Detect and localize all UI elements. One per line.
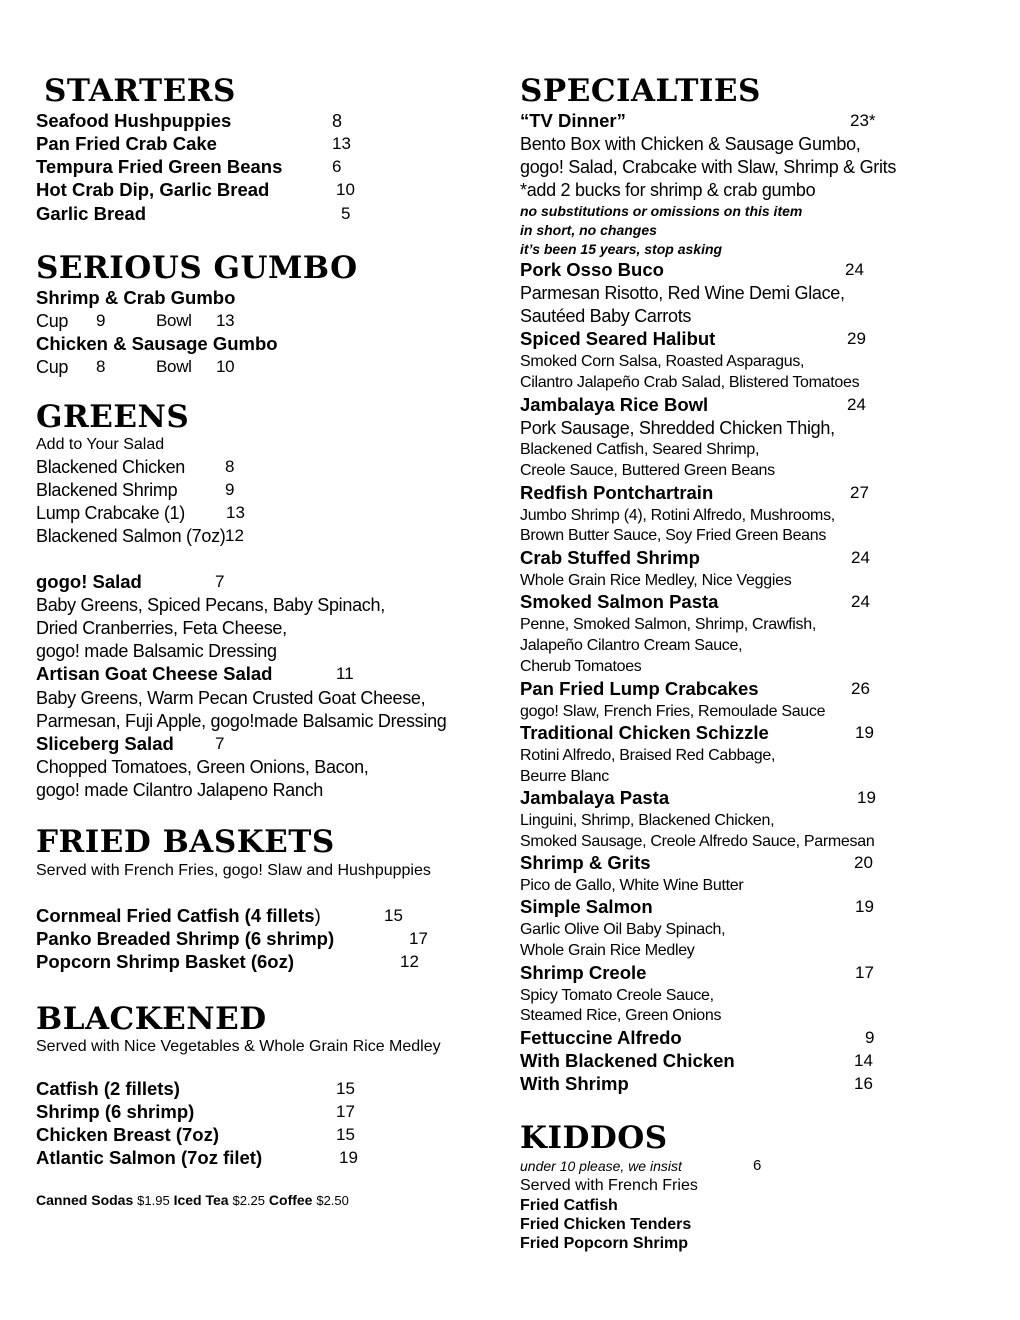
drinks-line <box>36 1189 349 1212</box>
specialty-price: 19 <box>855 723 874 742</box>
fried-item-name: Popcorn Shrimp Basket (6oz) <box>36 951 295 972</box>
fried-item <box>36 905 321 927</box>
coffee-price: $2.50 <box>316 1193 349 1208</box>
starter-price: 6 <box>332 157 342 176</box>
specialty-desc: Bento Box with Chicken & Sausage Gumbo, <box>520 134 861 154</box>
sodas-label: Canned Sodas <box>36 1192 134 1208</box>
kiddos-price: 6 <box>753 1157 762 1174</box>
fried-heading: FRIED BASKETS <box>36 824 335 860</box>
fried-price: 15 <box>384 906 403 925</box>
blackened-heading: BLACKENED <box>36 1001 267 1037</box>
alfredo-name: Fettuccine Alfredo <box>520 1027 682 1048</box>
salad-desc: Parmesan, Fuji Apple, gogo!made Balsamic Dressing <box>36 711 447 731</box>
salad-desc: Baby Greens, Warm Pecan Crusted Goat Cheese, <box>36 688 426 708</box>
specialty-desc: Whole Grain Rice Medley, Nice Veggies <box>520 572 792 589</box>
salad-desc: Chopped Tomatoes, Green Onions, Bacon, <box>36 757 369 777</box>
specialty-price: 24 <box>847 395 866 414</box>
specialty-desc: Brown Butter Sauce, Soy Fried Green Beans <box>520 527 827 544</box>
addon-name: Lump Crabcake (1) <box>36 503 185 523</box>
fried-item-name: Cornmeal Fried Catfish (4 fillets <box>36 905 315 926</box>
specialty-desc: Creole Sauce, Buttered Green Beans <box>520 462 775 479</box>
specialty-name: Jambalaya Rice Bowl <box>520 394 709 415</box>
gumbo-name: Chicken & Sausage Gumbo <box>36 333 278 354</box>
specialty-desc: Cilantro Jalapeño Crab Salad, Blistered Tomatoes <box>520 374 860 391</box>
starter-name: Tempura Fried Green Beans <box>36 156 283 177</box>
specialty-price: 29 <box>847 329 866 348</box>
specialty-price: 26 <box>851 679 870 698</box>
specialty-desc: *add 2 bucks for shrimp & crab gumbo <box>520 180 816 200</box>
coffee-label: Coffee <box>268 1192 313 1208</box>
specialty-desc: Spicy Tomato Creole Sauce, <box>520 987 714 1004</box>
specialty-desc: Pico de Gallo, White Wine Butter <box>520 877 744 894</box>
bowl-label: Bowl <box>156 311 192 330</box>
bowl-price: 10 <box>216 357 235 376</box>
specialty-desc: Whole Grain Rice Medley <box>520 942 695 959</box>
alfredo-name: With Blackened Chicken <box>520 1050 735 1071</box>
specialty-desc: Smoked Sausage, Creole Alfredo Sauce, Parmesan <box>520 833 875 850</box>
salad-price: 7 <box>215 572 225 591</box>
kiddos-item: Fried Popcorn Shrimp <box>520 1235 689 1252</box>
specialty-price: 24 <box>845 260 864 279</box>
blackened-item-name: Catfish (2 fillets) <box>36 1078 180 1099</box>
tv-note: no substitutions or omissions on this item <box>520 203 803 219</box>
specialty-price: 19 <box>855 897 874 916</box>
fried-price: 17 <box>409 929 428 948</box>
specialty-desc: Garlic Olive Oil Baby Spinach, <box>520 921 726 938</box>
cup-price: 9 <box>96 311 106 330</box>
fried-price: 12 <box>400 952 419 971</box>
specialty-desc: Steamed Rice, Green Onions <box>520 1007 722 1024</box>
specialty-desc: gogo! Slaw, French Fries, Remoulade Sauce <box>520 703 826 720</box>
specialty-name: Redfish Pontchartrain <box>520 482 714 503</box>
kiddos-heading: KIDDOS <box>520 1120 668 1156</box>
specialty-price: 23* <box>850 111 876 130</box>
blackened-price: 15 <box>336 1125 355 1144</box>
specialty-name: Crab Stuffed Shrimp <box>520 547 700 568</box>
specialty-name: Pan Fried Lump Crabcakes <box>520 678 759 699</box>
specialty-name: Simple Salmon <box>520 896 653 917</box>
tv-note: it’s been 15 years, stop asking <box>520 241 723 257</box>
specialty-price: 20 <box>854 853 873 872</box>
gumbo-name: Shrimp & Crab Gumbo <box>36 287 236 308</box>
bowl-label: Bowl <box>156 357 192 376</box>
tea-price: $2.25 <box>232 1193 266 1208</box>
specialty-desc: gogo! Salad, Crabcake with Slaw, Shrimp & Grits <box>520 157 897 177</box>
gumbo-heading: SERIOUS GUMBO <box>36 250 358 286</box>
kiddos-item: Fried Catfish <box>520 1197 618 1214</box>
cup-price: 8 <box>96 357 106 376</box>
specialty-price: 19 <box>857 788 876 807</box>
addon-name: Blackened Salmon (7oz) <box>36 526 226 546</box>
kiddos-item: Fried Chicken Tenders <box>520 1216 692 1233</box>
blackened-item-name: Atlantic Salmon (7oz filet) <box>36 1147 263 1168</box>
fried-note: Served with French Fries, gogo! Slaw and Hushpuppies <box>36 862 431 879</box>
starter-price: 13 <box>332 134 351 153</box>
fried-item-name: Panko Breaded Shrimp (6 shrimp) <box>36 928 335 949</box>
specialty-desc: Linguini, Shrimp, Blackened Chicken, <box>520 812 775 829</box>
starter-price: 5 <box>341 204 351 223</box>
starters-heading: STARTERS <box>44 73 236 109</box>
kiddos-served: Served with French Fries <box>520 1177 698 1194</box>
specialty-desc: Sautéed Baby Carrots <box>520 306 692 326</box>
alfredo-price: 16 <box>854 1074 873 1093</box>
cup-label: Cup <box>36 311 69 331</box>
specialty-desc: Rotini Alfredo, Braised Red Cabbage, <box>520 747 776 764</box>
specialty-name: Spiced Seared Halibut <box>520 328 716 349</box>
kiddos-note: under 10 please, we insist <box>520 1158 682 1174</box>
specialty-name: Shrimp Creole <box>520 962 647 983</box>
starter-name: Hot Crab Dip, Garlic Bread <box>36 179 270 200</box>
addons-heading: Add to Your Salad <box>36 436 165 453</box>
blackened-price: 19 <box>339 1148 358 1167</box>
blackened-price: 15 <box>336 1079 355 1098</box>
addon-price: 9 <box>225 480 235 499</box>
salad-name: Artisan Goat Cheese Salad <box>36 663 273 684</box>
starter-price: 8 <box>332 111 343 131</box>
salad-name: Sliceberg Salad <box>36 733 174 754</box>
salad-desc: gogo! made Cilantro Jalapeno Ranch <box>36 780 323 800</box>
alfredo-price: 9 <box>865 1028 875 1047</box>
specialty-price: 24 <box>851 592 870 611</box>
blackened-item-name: Shrimp (6 shrimp) <box>36 1101 195 1122</box>
specialty-desc: Cherub Tomatoes <box>520 658 642 675</box>
salad-price: 7 <box>215 734 225 753</box>
specialty-name: “TV Dinner” <box>520 110 626 131</box>
specialty-desc: Blackened Catfish, Seared Shrimp, <box>520 441 760 458</box>
specialty-price: 27 <box>850 483 869 502</box>
fried-item-tail: ) <box>314 905 321 926</box>
tea-label: Iced Tea <box>173 1192 229 1208</box>
specialty-desc: Parmesan Risotto, Red Wine Demi Glace, <box>520 283 845 303</box>
addon-name: Blackened Shrimp <box>36 480 178 500</box>
salad-price: 11 <box>336 664 354 683</box>
specialty-name: Smoked Salmon Pasta <box>520 591 719 612</box>
salad-desc: gogo! made Balsamic Dressing <box>36 641 277 661</box>
addon-name: Blackened Chicken <box>36 457 185 477</box>
salad-desc: Baby Greens, Spiced Pecans, Baby Spinach, <box>36 595 385 615</box>
sodas-price: $1.95 <box>137 1193 170 1208</box>
specialty-price: 24 <box>851 548 870 567</box>
blackened-price: 17 <box>336 1102 355 1121</box>
starter-name: Seafood Hushpuppies <box>36 110 232 131</box>
specialty-desc: Penne, Smoked Salmon, Shrimp, Crawfish, <box>520 616 816 633</box>
alfredo-name: With Shrimp <box>520 1073 629 1094</box>
specialty-desc: Jalapeño Cilantro Cream Sauce, <box>520 637 743 654</box>
bowl-price: 13 <box>216 311 235 330</box>
starter-name: Pan Fried Crab Cake <box>36 133 217 154</box>
specialty-name: Shrimp & Grits <box>520 852 651 873</box>
specialty-desc: Smoked Corn Salsa, Roasted Asparagus, <box>520 353 805 370</box>
specialties-heading: SPECIALTIES <box>520 73 761 109</box>
greens-heading: GREENS <box>36 399 190 435</box>
specialty-name: Pork Osso Buco <box>520 259 664 280</box>
blackened-note: Served with Nice Vegetables & Whole Grain Rice Medley <box>36 1038 441 1055</box>
specialty-name: Traditional Chicken Schizzle <box>520 722 769 743</box>
tv-note: in short, no changes <box>520 222 657 238</box>
salad-desc: Dried Cranberries, Feta Cheese, <box>36 618 287 638</box>
cup-label: Cup <box>36 357 69 377</box>
salad-name: gogo! Salad <box>36 571 142 592</box>
specialty-desc: Jumbo Shrimp (4), Rotini Alfredo, Mushrooms, <box>520 507 835 524</box>
alfredo-price: 14 <box>854 1051 873 1070</box>
specialty-desc: Beurre Blanc <box>520 768 609 785</box>
specialty-price: 17 <box>855 963 874 982</box>
specialty-desc: Pork Sausage, Shredded Chicken Thigh, <box>520 418 835 438</box>
starter-price: 10 <box>336 180 355 199</box>
blackened-item-name: Chicken Breast (7oz) <box>36 1124 219 1145</box>
addon-price: 8 <box>225 457 235 476</box>
starter-name: Garlic Bread <box>36 203 147 224</box>
specialty-name: Jambalaya Pasta <box>520 787 670 808</box>
addon-price: 12 <box>225 526 244 545</box>
addon-price: 13 <box>226 503 245 522</box>
